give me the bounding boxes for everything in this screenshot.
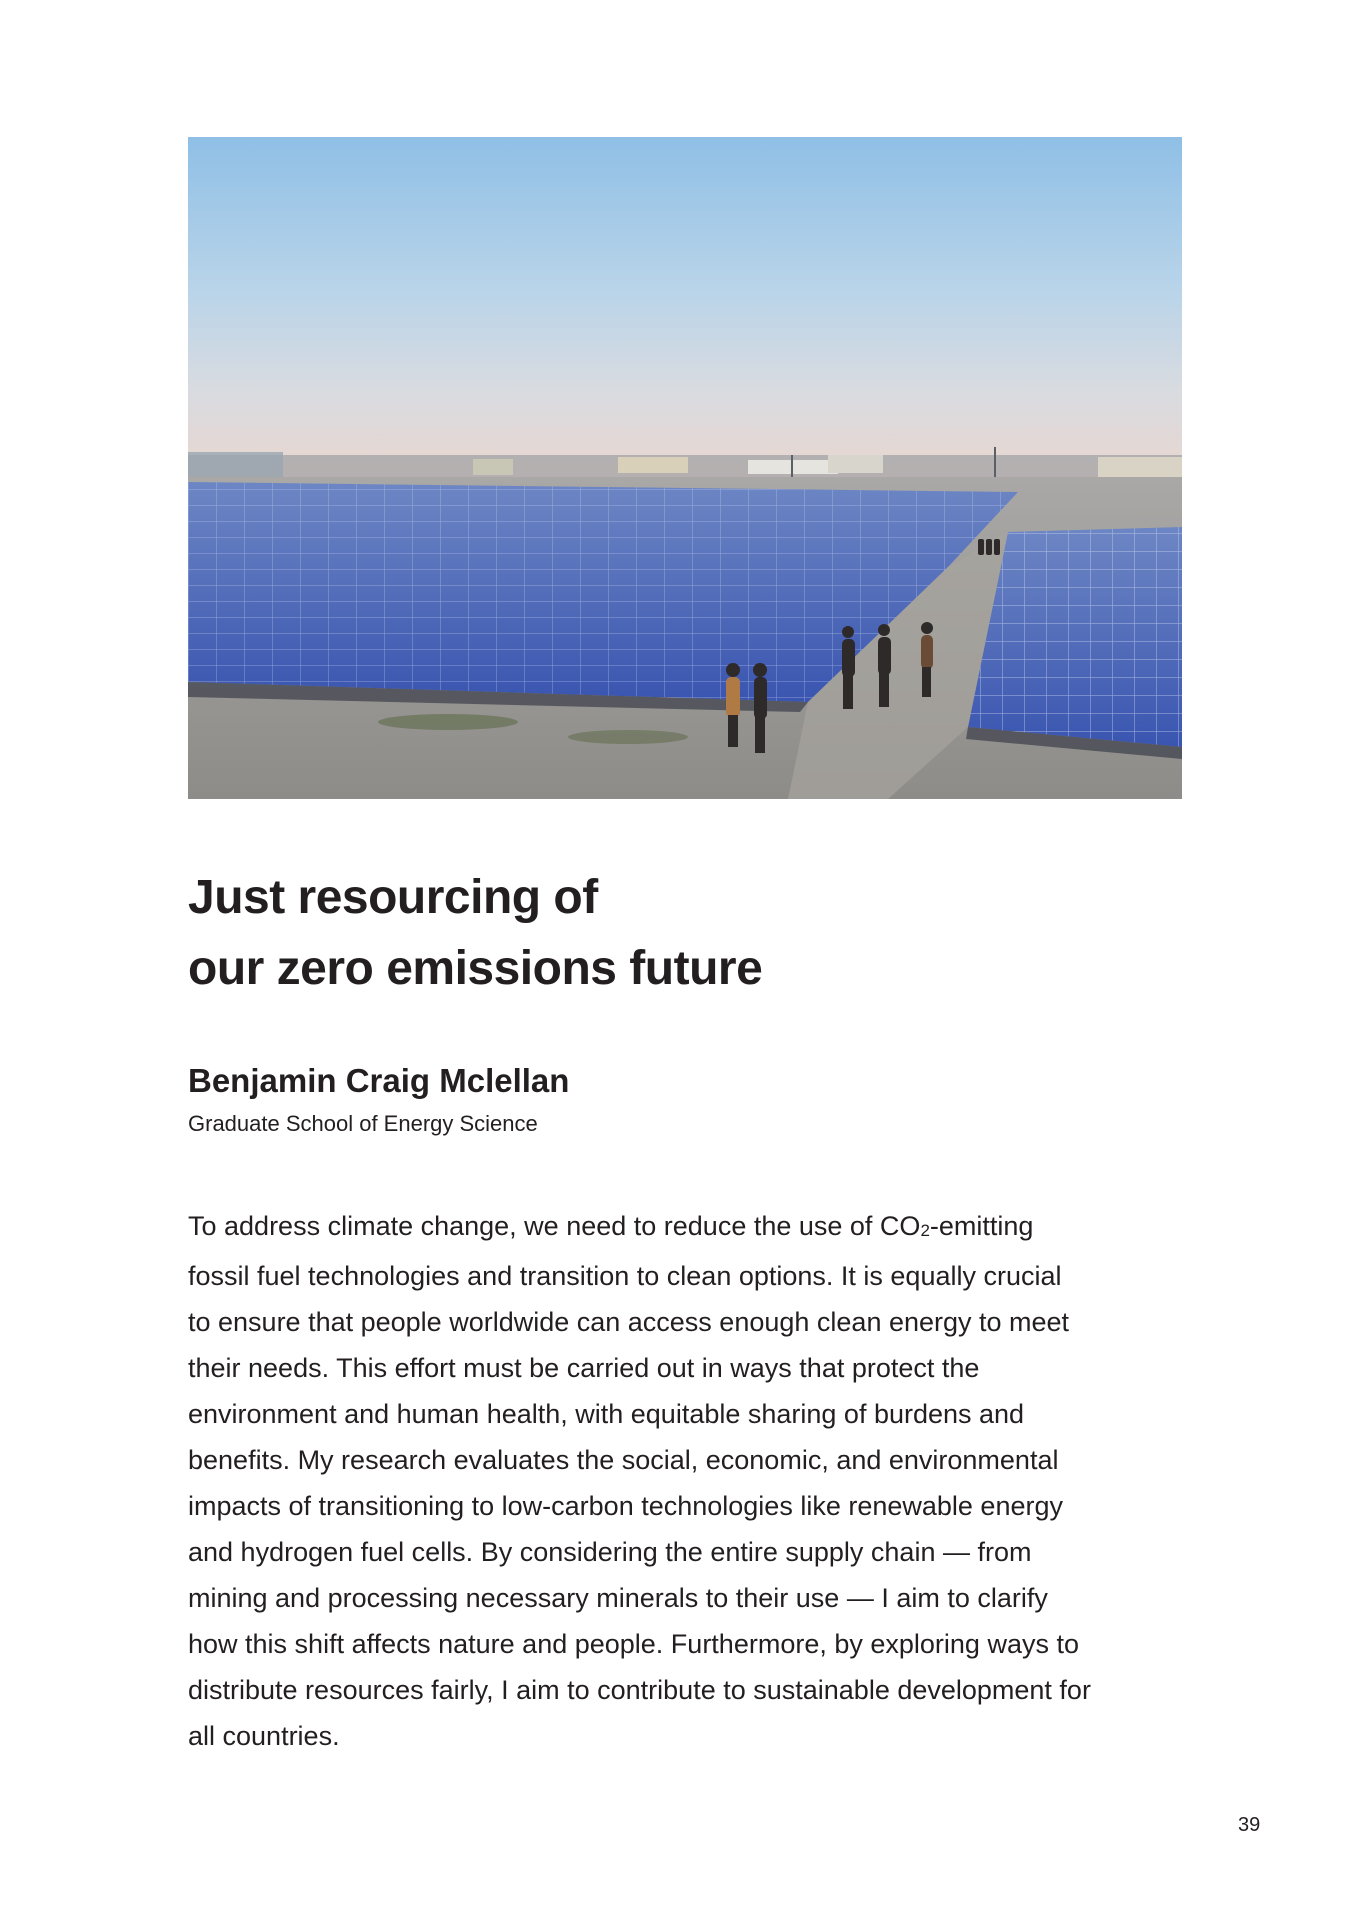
body-line: impacts of transitioning to low-carbon technologies like renewable energy [188,1491,1063,1521]
body-line: all countries. [188,1721,340,1751]
title-line-1: Just resourcing of [188,871,598,924]
body-line: how this shift affects nature and people. Furthermore, by exploring ways to [188,1629,1079,1659]
author-name: Benjamin Craig Mclellan [188,1062,570,1099]
solar-farm-photo [188,137,1182,799]
body-line: benefits. My research evaluates the social, economic, and environmental [188,1445,1059,1475]
article-body [188,1203,1188,1759]
body-line: fossil fuel technologies and transition to clean options. It is equally crucial [188,1261,1062,1291]
body-line: distribute resources fairly, I aim to contribute to sustainable development for [188,1675,1091,1705]
co2-subscript: 2 [920,1221,930,1240]
co2-suffix: -emitting [929,1211,1034,1241]
article-title [188,862,1182,1004]
body-line: environment and human health, with equitable sharing of burdens and [188,1399,1025,1429]
body-line-text: To address climate change, we need to reduce the use of CO [188,1211,921,1241]
author-affiliation: Graduate School of Energy Science [188,1111,538,1136]
body-line: and hydrogen fuel cells. By considering the entire supply chain — from [188,1537,1032,1567]
body-line: mining and processing necessary minerals to their use — I aim to clarify [188,1583,1048,1613]
page-number: 39 [1238,1814,1261,1836]
body-line [188,1203,1188,1253]
title-line-2: our zero emissions future [188,942,763,995]
body-line: their needs. This effort must be carried out in ways that protect the [188,1353,980,1383]
body-line: to ensure that people worldwide can access enough clean energy to meet [188,1307,1070,1337]
